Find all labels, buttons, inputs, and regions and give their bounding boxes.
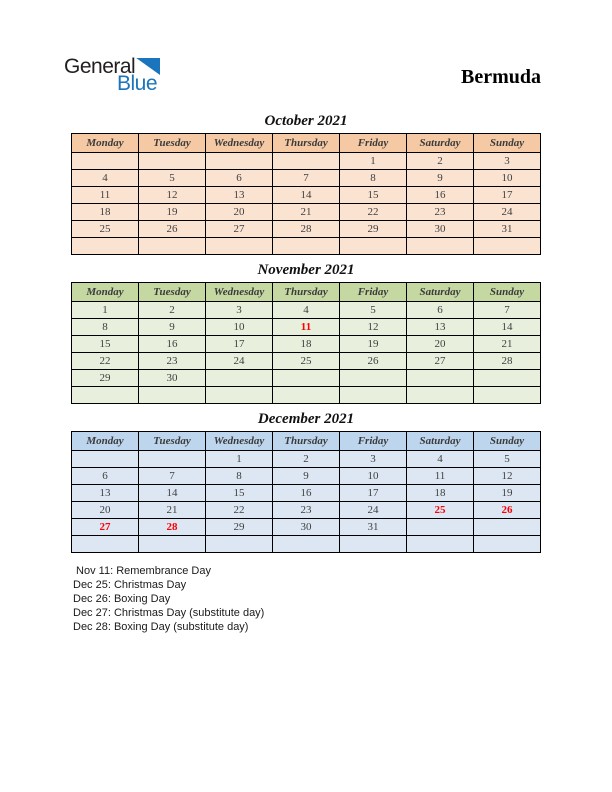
- calendar-day-cell: 17: [474, 187, 541, 204]
- calendar-week-row: [72, 170, 541, 187]
- calendar-empty-cell: [72, 387, 139, 404]
- calendar-empty-cell: [407, 387, 474, 404]
- calendar-empty-cell: [206, 370, 273, 387]
- calendar-empty-cell: [273, 370, 340, 387]
- calendar-empty-cell: [273, 387, 340, 404]
- calendar-day-cell: 16: [273, 485, 340, 502]
- calendar-day-cell: 14: [139, 485, 206, 502]
- calendar-day-cell: 20: [72, 502, 139, 519]
- calendar-day-cell: 27: [206, 221, 273, 238]
- calendar-day-cell: 6: [206, 170, 273, 187]
- day-of-week-header: Thursday: [273, 432, 340, 451]
- calendar-day-cell: 7: [273, 170, 340, 187]
- calendar-week-row: [72, 502, 541, 519]
- day-of-week-header: Sunday: [474, 432, 541, 451]
- day-of-week-header: Friday: [340, 432, 407, 451]
- calendar-day-cell: 23: [407, 204, 474, 221]
- calendar-day-cell: 11: [72, 187, 139, 204]
- calendar-day-cell: 14: [474, 319, 541, 336]
- calendar-day-cell: 26: [139, 221, 206, 238]
- calendar-empty-cell: [273, 536, 340, 553]
- calendar-day-cell: 12: [139, 187, 206, 204]
- calendar-week-row: [72, 153, 541, 170]
- calendar-empty-cell: [340, 387, 407, 404]
- calendar-day-cell: 19: [139, 204, 206, 221]
- day-of-week-header-row: [72, 283, 541, 302]
- calendar-day-cell: 25: [273, 353, 340, 370]
- day-of-week-header: Saturday: [407, 283, 474, 302]
- calendar-empty-cell: [72, 153, 139, 170]
- calendar-day-cell: 22: [72, 353, 139, 370]
- calendar-day-cell: 18: [72, 204, 139, 221]
- calendar-day-cell: 26: [340, 353, 407, 370]
- calendar-empty-cell: [474, 536, 541, 553]
- day-of-week-header: Tuesday: [139, 134, 206, 153]
- calendar-week-row: [72, 238, 541, 255]
- calendar-week-row: [72, 468, 541, 485]
- calendar-empty-cell: [474, 370, 541, 387]
- calendar-day-cell: 4: [72, 170, 139, 187]
- calendar-empty-cell: [72, 238, 139, 255]
- day-of-week-header: Monday: [72, 283, 139, 302]
- calendar-empty-cell: [206, 153, 273, 170]
- calendar-week-row: [72, 221, 541, 238]
- calendar-day-cell: 28: [474, 353, 541, 370]
- holiday-item: Dec 27: Christmas Day (substitute day): [73, 607, 265, 619]
- day-of-week-header: Sunday: [474, 283, 541, 302]
- calendar-day-cell: 8: [340, 170, 407, 187]
- holiday-item: Dec 28: Boxing Day (substitute day): [73, 621, 249, 633]
- calendar-day-cell: 30: [407, 221, 474, 238]
- calendar-day-cell: 22: [340, 204, 407, 221]
- month-section-october: [71, 113, 541, 255]
- page-title-country: Bermuda: [461, 66, 541, 88]
- general-blue-logo: [64, 56, 160, 94]
- day-of-week-header: Tuesday: [139, 283, 206, 302]
- day-of-week-header: Tuesday: [139, 432, 206, 451]
- calendar-empty-cell: [407, 536, 474, 553]
- calendar-empty-cell: [206, 238, 273, 255]
- calendar-empty-cell: [139, 536, 206, 553]
- calendar-week-row: [72, 353, 541, 370]
- calendar-day-cell: 10: [474, 170, 541, 187]
- calendar-empty-cell: [407, 519, 474, 536]
- calendar-day-cell: 12: [340, 319, 407, 336]
- calendar-day-cell: 28: [139, 519, 206, 536]
- calendar-day-cell: 15: [340, 187, 407, 204]
- calendar-empty-cell: [206, 387, 273, 404]
- calendar-day-cell: 8: [72, 319, 139, 336]
- calendar-day-cell: 10: [340, 468, 407, 485]
- day-of-week-header: Friday: [340, 134, 407, 153]
- calendar-day-cell: 26: [474, 502, 541, 519]
- calendar-empty-cell: [139, 387, 206, 404]
- calendar-day-cell: 9: [273, 468, 340, 485]
- calendar-week-row: [72, 536, 541, 553]
- calendar-day-cell: 19: [474, 485, 541, 502]
- calendar-empty-cell: [273, 153, 340, 170]
- day-of-week-header: Wednesday: [206, 283, 273, 302]
- october-calendar-table: [71, 133, 541, 255]
- calendar-day-cell: 3: [340, 451, 407, 468]
- calendar-day-cell: 2: [139, 302, 206, 319]
- day-of-week-header: Saturday: [407, 134, 474, 153]
- calendar-day-cell: 2: [407, 153, 474, 170]
- calendar-day-cell: 11: [273, 319, 340, 336]
- calendar-empty-cell: [72, 536, 139, 553]
- calendar-day-cell: 30: [273, 519, 340, 536]
- calendar-week-row: [72, 319, 541, 336]
- calendar-empty-cell: [206, 536, 273, 553]
- holiday-list: [73, 564, 264, 634]
- holiday-item: Dec 26: Boxing Day: [73, 593, 171, 605]
- calendar-day-cell: 30: [139, 370, 206, 387]
- month-section-november: [71, 262, 541, 404]
- day-of-week-header: Wednesday: [206, 134, 273, 153]
- day-of-week-header: Wednesday: [206, 432, 273, 451]
- day-of-week-header: Saturday: [407, 432, 474, 451]
- calendar-week-row: [72, 485, 541, 502]
- calendar-empty-cell: [139, 238, 206, 255]
- calendar-empty-cell: [340, 370, 407, 387]
- month-title-october: October 2021: [264, 113, 348, 129]
- calendar-day-cell: 4: [273, 302, 340, 319]
- calendar-day-cell: 1: [340, 153, 407, 170]
- day-of-week-header-row: [72, 134, 541, 153]
- calendar-day-cell: 23: [139, 353, 206, 370]
- day-of-week-header: Thursday: [273, 283, 340, 302]
- calendar-day-cell: 2: [273, 451, 340, 468]
- calendar-empty-cell: [340, 238, 407, 255]
- calendar-day-cell: 6: [407, 302, 474, 319]
- calendar-day-cell: 19: [340, 336, 407, 353]
- calendar-day-cell: 3: [474, 153, 541, 170]
- calendar-day-cell: 16: [407, 187, 474, 204]
- calendar-day-cell: 29: [206, 519, 273, 536]
- calendar-week-row: [72, 519, 541, 536]
- calendar-day-cell: 25: [72, 221, 139, 238]
- calendar-day-cell: 15: [206, 485, 273, 502]
- holiday-item: Nov 11: Remembrance Day: [73, 565, 211, 577]
- calendar-day-cell: 8: [206, 468, 273, 485]
- calendar-day-cell: 1: [206, 451, 273, 468]
- calendar-week-row: [72, 302, 541, 319]
- holiday-item: Dec 25: Christmas Day: [73, 579, 187, 591]
- calendar-day-cell: 28: [273, 221, 340, 238]
- calendar-day-cell: 17: [340, 485, 407, 502]
- calendar-day-cell: 20: [206, 204, 273, 221]
- calendar-empty-cell: [139, 153, 206, 170]
- calendar-empty-cell: [474, 387, 541, 404]
- calendar-day-cell: 21: [139, 502, 206, 519]
- calendar-day-cell: 15: [72, 336, 139, 353]
- calendar-day-cell: 1: [72, 302, 139, 319]
- calendar-day-cell: 18: [273, 336, 340, 353]
- calendar-day-cell: 24: [340, 502, 407, 519]
- calendar-empty-cell: [340, 536, 407, 553]
- calendar-empty-cell: [273, 238, 340, 255]
- day-of-week-header-row: [72, 432, 541, 451]
- calendar-empty-cell: [72, 451, 139, 468]
- calendar-day-cell: 25: [407, 502, 474, 519]
- calendar-day-cell: 27: [407, 353, 474, 370]
- calendar-week-row: [72, 204, 541, 221]
- calendar-day-cell: 7: [474, 302, 541, 319]
- calendar-week-row: [72, 336, 541, 353]
- calendar-day-cell: 3: [206, 302, 273, 319]
- calendar-day-cell: 27: [72, 519, 139, 536]
- calendar-week-row: [72, 187, 541, 204]
- calendar-day-cell: 13: [407, 319, 474, 336]
- calendar-day-cell: 5: [139, 170, 206, 187]
- day-of-week-header: Thursday: [273, 134, 340, 153]
- calendar-empty-cell: [474, 238, 541, 255]
- calendar-day-cell: 22: [206, 502, 273, 519]
- calendar-empty-cell: [474, 519, 541, 536]
- calendar-week-row: [72, 370, 541, 387]
- calendar-day-cell: 24: [474, 204, 541, 221]
- calendar-day-cell: 16: [139, 336, 206, 353]
- calendar-empty-cell: [139, 451, 206, 468]
- december-calendar-table: [71, 431, 541, 553]
- calendar-week-row: [72, 451, 541, 468]
- calendar-day-cell: 24: [206, 353, 273, 370]
- calendar-day-cell: 10: [206, 319, 273, 336]
- calendar-day-cell: 29: [72, 370, 139, 387]
- calendar-day-cell: 17: [206, 336, 273, 353]
- calendar-day-cell: 4: [407, 451, 474, 468]
- calendar-day-cell: 9: [139, 319, 206, 336]
- calendar-day-cell: 29: [340, 221, 407, 238]
- calendar-day-cell: 6: [72, 468, 139, 485]
- logo-text-general: General: [64, 55, 136, 78]
- calendar-day-cell: 21: [474, 336, 541, 353]
- calendar-week-row: [72, 387, 541, 404]
- day-of-week-header: Friday: [340, 283, 407, 302]
- november-calendar-table: [71, 282, 541, 404]
- calendar-day-cell: 11: [407, 468, 474, 485]
- calendar-empty-cell: [407, 370, 474, 387]
- calendar-day-cell: 9: [407, 170, 474, 187]
- day-of-week-header: Monday: [72, 432, 139, 451]
- calendar-day-cell: 21: [273, 204, 340, 221]
- calendar-day-cell: 5: [474, 451, 541, 468]
- calendar-day-cell: 20: [407, 336, 474, 353]
- calendar-day-cell: 12: [474, 468, 541, 485]
- calendar-day-cell: 14: [273, 187, 340, 204]
- calendar-day-cell: 13: [72, 485, 139, 502]
- calendar-day-cell: 31: [340, 519, 407, 536]
- calendar-empty-cell: [407, 238, 474, 255]
- month-title-november: November 2021: [257, 262, 355, 278]
- logo-text-blue: Blue: [116, 72, 157, 95]
- day-of-week-header: Sunday: [474, 134, 541, 153]
- calendar-day-cell: 5: [340, 302, 407, 319]
- calendar-day-cell: 7: [139, 468, 206, 485]
- calendar-day-cell: 18: [407, 485, 474, 502]
- calendar-day-cell: 23: [273, 502, 340, 519]
- month-title-december: December 2021: [257, 411, 355, 427]
- day-of-week-header: Monday: [72, 134, 139, 153]
- month-section-december: [71, 411, 541, 553]
- calendar-day-cell: 13: [206, 187, 273, 204]
- calendar-day-cell: 31: [474, 221, 541, 238]
